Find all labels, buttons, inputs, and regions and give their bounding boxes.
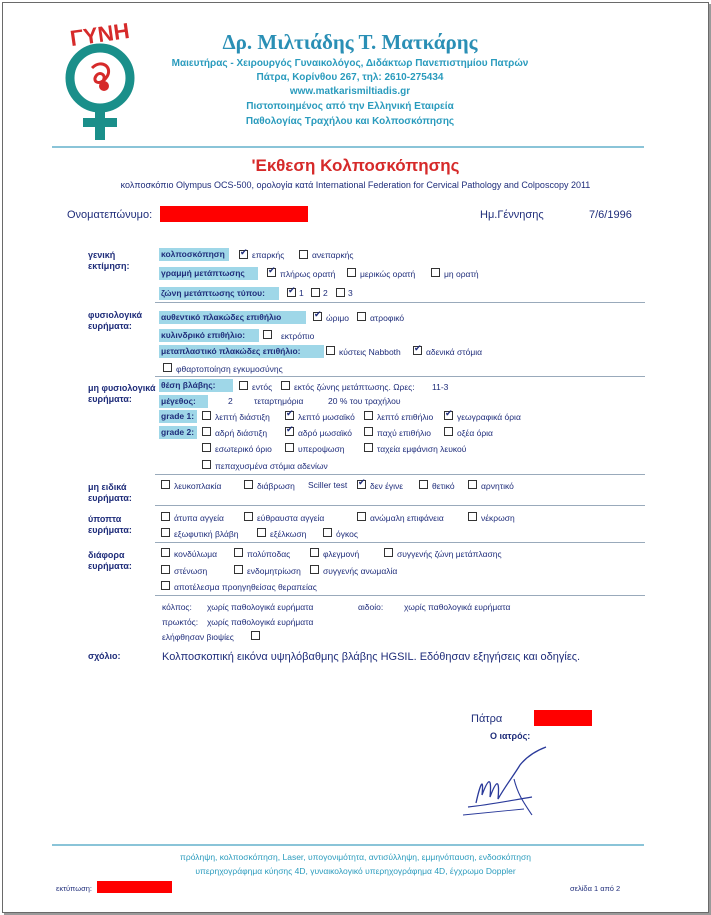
checkbox-fragile-vessels[interactable] <box>244 512 253 521</box>
dob-value: 7/6/1996 <box>589 209 632 221</box>
gynh-logo <box>52 6 152 146</box>
opt-condyloma: κονδύλωμα <box>174 549 218 559</box>
checkbox-fully-visible[interactable] <box>267 268 276 277</box>
checkbox-stenosis[interactable] <box>161 565 170 574</box>
report-title: 'Εκθεση Κολποσκόπησης <box>251 156 460 175</box>
opt-atypical-vessels: άτυπα αγγεία <box>174 513 224 523</box>
checkbox-rapid-white[interactable] <box>364 443 373 452</box>
opt-erosion: διάβρωση <box>257 481 295 491</box>
opt-inner-border: εσωτερικό όριο <box>215 444 272 454</box>
divider <box>155 376 645 377</box>
checkbox-polyp[interactable] <box>234 548 243 557</box>
opt-geographic: γεωγραφικά όρια <box>457 412 521 422</box>
field-columnar: κυλινδρικό επιθήλιο: <box>159 329 259 342</box>
dob-label: Ημ.Γέννησης <box>480 209 544 221</box>
checkbox-coarse-mosaic[interactable] <box>285 427 294 436</box>
comment-text: Κολποσκοπική εικόνα υψηλόβαθμης βλάβης HGSIL. Εδόθησαν εξηγήσεις και οδηγίες. <box>162 651 581 663</box>
opt-outside: εκτός ζώνης μετάπτωσης. Ωρες: <box>294 382 415 392</box>
opt-tz1: 1 <box>299 288 304 298</box>
checkbox-biopsy[interactable] <box>251 631 260 640</box>
comment-label: σχόλιο: <box>88 651 121 661</box>
checkbox-adequate[interactable] <box>239 250 248 259</box>
field-lesion-position: θέση βλάβης: <box>159 379 233 392</box>
opt-positive: θετικό <box>432 481 455 491</box>
checkbox-partly-visible[interactable] <box>347 268 356 277</box>
checkbox-fine-punctation[interactable] <box>202 411 211 420</box>
opt-adequate: επαρκής <box>252 250 285 260</box>
opt-irregular-surface: ανώμαλη επιφάνεια <box>370 513 444 523</box>
anus-value: χωρίς παθολογικά ευρήματα <box>207 617 314 627</box>
opt-coarse-mosaic: αδρό μωσαϊκό <box>298 428 353 438</box>
header-line4: Πιστοποιημένος από την Ελληνική Εταιρεία <box>246 101 454 112</box>
opt-mature: ώριμο <box>326 313 349 323</box>
city-label: Πάτρα <box>471 713 503 725</box>
checkbox-geographic[interactable] <box>444 411 453 420</box>
opt-not-visible: μη ορατή <box>444 269 479 279</box>
vulva-value: χωρίς παθολογικά ευρήματα <box>404 602 511 612</box>
name-redaction <box>160 206 308 222</box>
checkbox-positive[interactable] <box>419 480 428 489</box>
header-line5: Παθολογίας Τραχήλου και Κολποσκόπησης <box>245 116 455 127</box>
name-label: Ονοματεπώνυμο: <box>67 209 153 221</box>
opt-leukoplakia: λευκοπλακία <box>174 481 222 491</box>
opt-thin-epithelium: λεπτό επιθήλιο <box>377 412 434 422</box>
checkbox-atypical-vessels[interactable] <box>161 512 170 521</box>
checkbox-mature[interactable] <box>313 312 322 321</box>
checkbox-not-visible[interactable] <box>431 268 440 277</box>
size-unit: τεταρτημόρια <box>254 396 304 406</box>
vulva-label: αιδοίο: <box>358 602 384 612</box>
opt-schiller-test: Sciller test <box>308 480 348 490</box>
opt-congenital-tz: συγγενής ζώνη μετάπλασης <box>397 549 502 559</box>
checkbox-exophytic[interactable] <box>161 528 170 537</box>
checkbox-prior-treatment[interactable] <box>161 581 170 590</box>
divider <box>155 542 645 543</box>
checkbox-thin-epithelium[interactable] <box>364 411 373 420</box>
checkbox-ridge[interactable] <box>285 443 294 452</box>
opt-inadequate: ανεπαρκής <box>312 250 354 260</box>
checkbox-condyloma[interactable] <box>161 548 170 557</box>
checkbox-tz3[interactable] <box>336 288 345 297</box>
field-squamous: αυθεντικό πλακώδες επιθήλιο <box>159 311 306 324</box>
checkbox-gland-openings[interactable] <box>413 346 422 355</box>
opt-fine-punctation: λεπτή διάστιξη <box>215 412 270 422</box>
opt-gland-openings: αδενικά στόμια <box>426 347 483 357</box>
checkbox-congenital-anomaly[interactable] <box>310 565 319 574</box>
checkbox-leukoplakia[interactable] <box>161 480 170 489</box>
page-number: σελίδα 1 από 2 <box>570 884 621 893</box>
vagina-value: χωρίς παθολογικά ευρήματα <box>207 602 314 612</box>
doctor-label: Ο ιατρός: <box>490 731 531 741</box>
divider <box>155 302 645 303</box>
checkbox-inadequate[interactable] <box>299 250 308 259</box>
opt-tz2: 2 <box>323 288 328 298</box>
field-grade2: grade 2: <box>159 426 197 439</box>
section-abnormal: μη φυσιολογικά ευρήματα: <box>88 383 156 404</box>
opt-negative: αρνητικό <box>481 481 514 491</box>
opt-ectropion: εκτρόπιο <box>281 331 315 341</box>
lesion-hours: 11-3 <box>432 382 449 392</box>
size-value: 2 <box>228 396 233 406</box>
field-tz-type: ζώνη μετάπτωσης τύπου: <box>159 287 279 300</box>
checkbox-inner-border[interactable] <box>202 443 211 452</box>
checkbox-ectropion[interactable] <box>263 330 272 339</box>
opt-sharp-borders: οξέα όρια <box>457 428 493 438</box>
header-line2: Πάτρα, Κορίνθου 267, τηλ: 2610-275434 <box>256 72 444 83</box>
checkbox-inside[interactable] <box>239 381 248 390</box>
date-redaction <box>534 710 592 726</box>
opt-polyp: πολύποδας <box>247 549 291 559</box>
opt-tumor: όγκος <box>336 529 358 539</box>
opt-rapid-white: ταχεία εμφάνιση λευκού <box>377 444 467 454</box>
size-percent: 20 % του τραχήλου <box>328 396 401 406</box>
opt-congenital-anomaly: συγγενής ανωμαλία <box>323 566 398 576</box>
opt-inside: εντός <box>252 382 273 392</box>
opt-stenosis: στένωση <box>174 566 208 576</box>
anus-label: πρωκτός: <box>162 617 199 627</box>
opt-not-done: δεν έγινε <box>370 481 404 491</box>
section-general: γενική εκτίμηση: <box>88 250 130 271</box>
field-size: μέγεθος: <box>159 395 208 408</box>
print-redaction <box>97 881 172 893</box>
checkbox-necrosis[interactable] <box>468 512 477 521</box>
section-normal: φυσιολογικά ευρήματα: <box>88 310 142 331</box>
opt-cuffed-openings: πεπαχυσμένα στόμια αδενίων <box>215 461 328 471</box>
checkbox-tz1[interactable] <box>287 288 296 297</box>
footer-line1: πρόληψη, κολποσκόπηση, Laser, υπογονιμότητα, αντισύλληψη, εμμηνόπαυση, ενδοσκόπηση <box>180 852 531 862</box>
biopsy-label: ελήφθησαν βιοψίες <box>162 632 234 642</box>
checkbox-cuffed-openings[interactable] <box>202 460 211 469</box>
header-line1: Μαιευτήρας - Χειρουργός Γυναικολόγος, Διδάκτωρ Πανεπιστημίου Πατρών <box>171 58 529 69</box>
section-suspicious: ύποπτα ευρήματα: <box>88 514 132 535</box>
footer-divider <box>52 844 644 846</box>
checkbox-coarse-punctation[interactable] <box>202 427 211 436</box>
section-misc: διάφορα ευρήματα: <box>88 550 132 571</box>
divider <box>155 505 645 506</box>
checkbox-thick-epithelium[interactable] <box>364 427 373 436</box>
checkbox-tz2[interactable] <box>311 288 320 297</box>
opt-atrophic: ατροφικό <box>370 313 405 323</box>
field-metaplastic: μεταπλαστικό πλακώδες επιθήλιο: <box>159 345 324 358</box>
opt-fully-visible: πλήρως ορατή <box>280 269 336 279</box>
checkbox-atrophic[interactable] <box>357 312 366 321</box>
report-subtitle: κολποσκόπιο Olympus OCS-500, ορολογία κατά International Federation for Cervical Pathology and Colposcopy 2011 <box>120 180 591 190</box>
field-colposcopy: κολποσκόπηση <box>159 248 229 261</box>
opt-necrosis: νέκρωση <box>481 513 515 523</box>
logo-text: ΓΥΝΗ <box>68 17 132 52</box>
checkbox-inflammation[interactable] <box>310 548 319 557</box>
opt-inflammation: φλεγμονή <box>323 549 360 559</box>
section-nonspecific: μη ειδικά ευρήματα: <box>88 482 132 503</box>
checkbox-endometriosis[interactable] <box>234 565 243 574</box>
checkbox-outside[interactable] <box>281 381 290 390</box>
header-divider <box>52 146 644 148</box>
opt-ulceration: εξέλκωση <box>270 529 307 539</box>
signature-image <box>458 745 553 823</box>
print-label: εκτύπωση: <box>56 884 92 893</box>
doctor-name: Δρ. Μιλτιάδης Τ. Ματκάρης <box>222 30 478 54</box>
checkbox-fine-mosaic[interactable] <box>285 411 294 420</box>
opt-decidualization: φθαρτοποίηση εγκυμοσύνης <box>176 364 283 374</box>
divider <box>155 595 645 596</box>
footer-line2: υπερηχογράφημα κύησης 4D, γυναικολογικό υπερηχογράφημα 4D, έγχρωμο Doppler <box>195 866 516 876</box>
opt-thick-epithelium: παχύ επιθήλιο <box>377 428 431 438</box>
opt-coarse-punctation: αδρή διάστιξη <box>215 428 268 438</box>
opt-nabboth: κύστεις Nabboth <box>339 347 401 357</box>
checkbox-tumor[interactable] <box>323 528 332 537</box>
vagina-label: κόλπος: <box>162 602 192 612</box>
checkbox-nabboth[interactable] <box>326 346 335 355</box>
checkbox-not-done[interactable] <box>357 480 366 489</box>
opt-ridge: υπεροψωση <box>298 444 345 454</box>
field-transformation-line: γραμμή μετάπτωσης <box>159 267 258 280</box>
checkbox-sharp-borders[interactable] <box>444 427 453 436</box>
opt-fragile-vessels: εύθραυστα αγγεία <box>257 513 325 523</box>
opt-exophytic: εξωφυτική βλάβη <box>174 529 239 539</box>
opt-fine-mosaic: λεπτό μωσαϊκό <box>298 412 355 422</box>
checkbox-decidualization[interactable] <box>163 363 172 372</box>
field-grade1: grade 1: <box>159 410 197 423</box>
checkbox-congenital-tz[interactable] <box>384 548 393 557</box>
opt-endometriosis: ενδομητρίωση <box>247 566 301 576</box>
checkbox-erosion[interactable] <box>244 480 253 489</box>
checkbox-ulceration[interactable] <box>257 528 266 537</box>
divider <box>155 474 645 475</box>
header-line3: www.matkarismiltiadis.gr <box>289 86 411 97</box>
checkbox-negative[interactable] <box>468 480 477 489</box>
opt-tz3: 3 <box>348 288 353 298</box>
opt-partly-visible: μερικώς ορατή <box>360 269 416 279</box>
checkbox-irregular-surface[interactable] <box>357 512 366 521</box>
opt-prior-treatment: αποτέλεσμα προηγηθείσας θεραπείας <box>174 582 317 592</box>
